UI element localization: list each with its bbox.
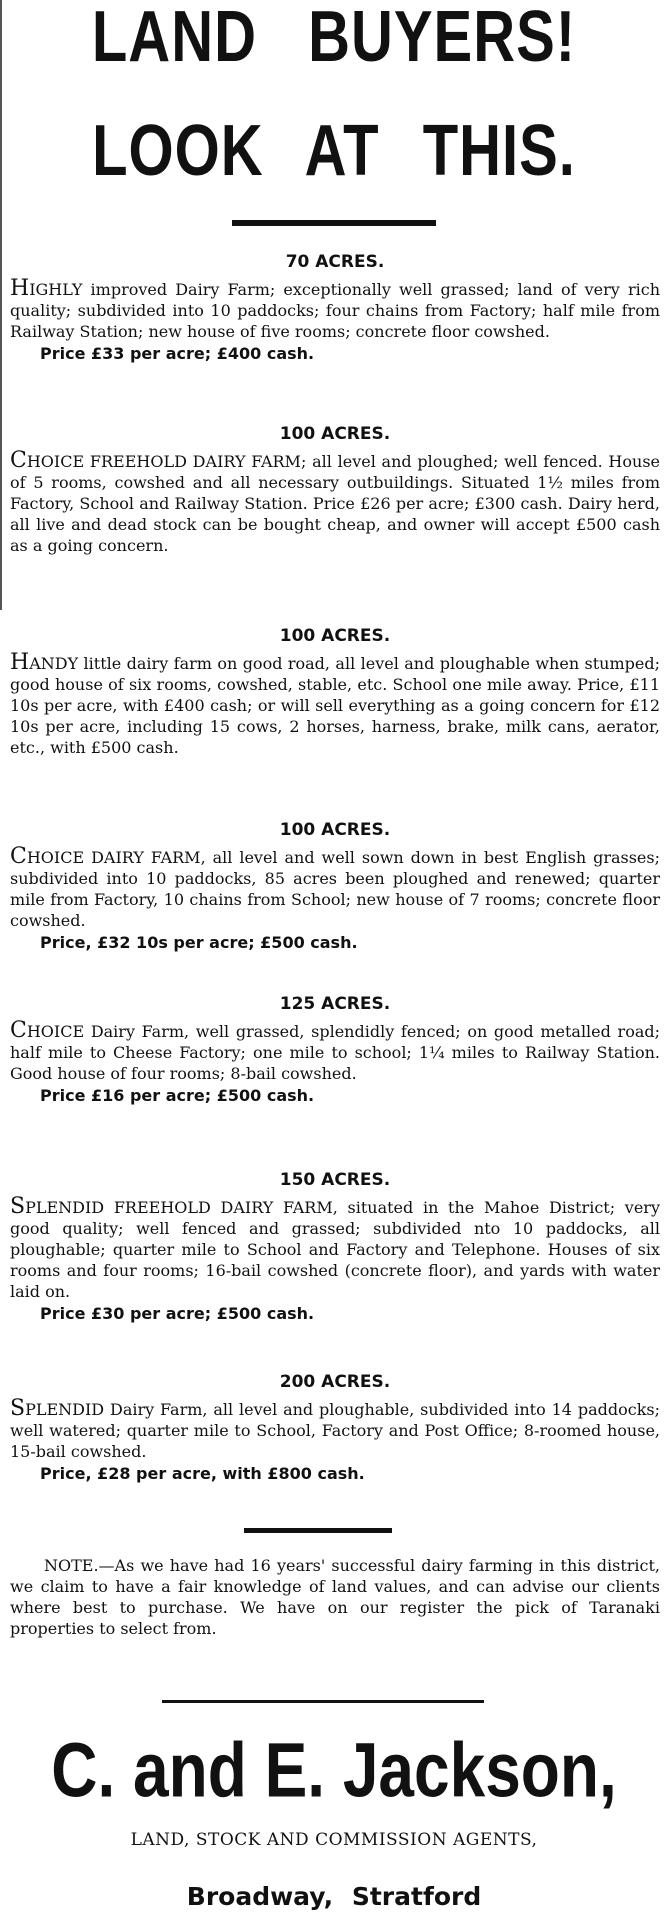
drop-letter: S — [10, 1396, 26, 1421]
listing-acres-heading: 100 ACRES. — [279, 626, 391, 646]
drop-letter: S — [10, 1194, 26, 1219]
listing-acres-heading: 70 ACRES. — [285, 252, 385, 272]
listing-acres-heading: 200 ACRES. — [279, 1372, 391, 1392]
listing-price: Price, £28 per acre, with £800 cash. — [40, 1464, 365, 1483]
listing-150-acres — [10, 1170, 660, 1323]
listing-description: SPLENDID Dairy Farm, all level and ploughable, subdivided into 14 paddocks; well watered; quarter mile to School, Factory and Post Office; 8-roomed house, 15-bail cowshed. — [10, 1396, 660, 1461]
listing-100-acres-c — [10, 820, 660, 952]
top-divider — [232, 220, 436, 226]
listing-70-acres — [10, 252, 660, 363]
listing-200-acres — [10, 1372, 660, 1483]
firm-address: Broadway, Stratford — [186, 1882, 482, 1911]
listing-description: HIGHLY improved Dairy Farm; exceptionally well grassed; land of very rich quality; subdivided into 10 paddocks; four chains from Factory; half mile from Railway Station; new house of five rooms; concrete floor cowshed. — [10, 276, 660, 341]
listing-description: SPLENDID FREEHOLD DAIRY FARM, situated in the Mahoe District; very good quality; well fenced and grassed; subdivided nto 10 paddocks, all ploughable; quarter mile to School and Factory and Telephone. Houses of six rooms and four rooms; 16-bail cowshed (concrete floor), and yards with water laid on. — [10, 1194, 660, 1301]
listing-100-acres-b — [10, 626, 660, 758]
listing-description: CHOICE Dairy Farm, well grassed, splendidly fenced; on good metalled road; half mile to Cheese Factory; one mile to school; 1¼ miles to Railway Station. Good house of four rooms; 8-bail cowshed. — [10, 1018, 660, 1083]
listing-acres-heading: 150 ACRES. — [279, 1170, 391, 1190]
listing-acres-heading: 100 ACRES. — [279, 424, 391, 444]
listing-price: Price, £32 10s per acre; £500 cash. — [40, 933, 358, 952]
listing-description: CHOICE FREEHOLD DAIRY FARM; all level and ploughed; well fenced. House of 5 rooms, cowshed and all necessary outbuildings. Situated 1½ miles from Factory, School and Railway Station. Price £26 per acre; £300 cash. Dairy herd, all live and dead stock can be bought cheap, and owner will accept £500 cash as a going concern. — [10, 448, 660, 555]
listing-description: CHOICE DAIRY FARM, all level and well sown down in best English grasses; subdivided into 10 paddocks, 85 acres been ploughed and renewed; quarter mile from Factory, 10 chains from School; new house of 7 rooms; concrete floor cowshed. — [10, 844, 660, 930]
middle-divider — [244, 1528, 392, 1533]
drop-letter: H — [10, 650, 30, 675]
column-edge-line — [0, 0, 2, 610]
headline-look-at-this: LOOK AT THIS. — [92, 109, 576, 191]
drop-letter: C — [10, 448, 27, 473]
drop-letter: C — [10, 1018, 27, 1043]
listing-price: Price £30 per acre; £500 cash. — [40, 1304, 315, 1323]
drop-letter: C — [10, 844, 27, 869]
listing-price: Price £33 per acre; £400 cash. — [40, 344, 315, 363]
listing-price: Price £16 per acre; £500 cash. — [40, 1086, 315, 1105]
headline-land-buyers: LAND BUYERS! — [91, 0, 577, 77]
firm-agents-line: LAND, STOCK AND COMMISSION AGENTS, — [130, 1830, 538, 1850]
listing-acres-heading: 100 ACRES. — [279, 820, 391, 840]
drop-letter: H — [10, 276, 30, 301]
listing-100-acres-a — [10, 424, 660, 556]
firm-name: C. and E. Jackson, — [51, 1726, 617, 1814]
note-paragraph: NOTE.—As we have had 16 years' successful dairy farming in this district, we claim to have a fair knowledge of land values, and can advise our clients where best to purchase. We have on our register the pick of Taranaki properties to select from. — [10, 1556, 660, 1638]
bottom-divider — [162, 1700, 484, 1703]
listing-acres-heading: 125 ACRES. — [279, 994, 391, 1014]
listing-125-acres — [10, 994, 660, 1105]
listing-description: HANDY little dairy farm on good road, all level and ploughable when stumped; good house of six rooms, cowshed, stable, etc. School one mile away. Price, £11 10s per acre, with £400 cash; or will sell everything as a going concern for £12 10s per acre, including 15 cows, 2 horses, harness, brake, milk cans, aerator, etc., with £500 cash. — [10, 650, 660, 757]
